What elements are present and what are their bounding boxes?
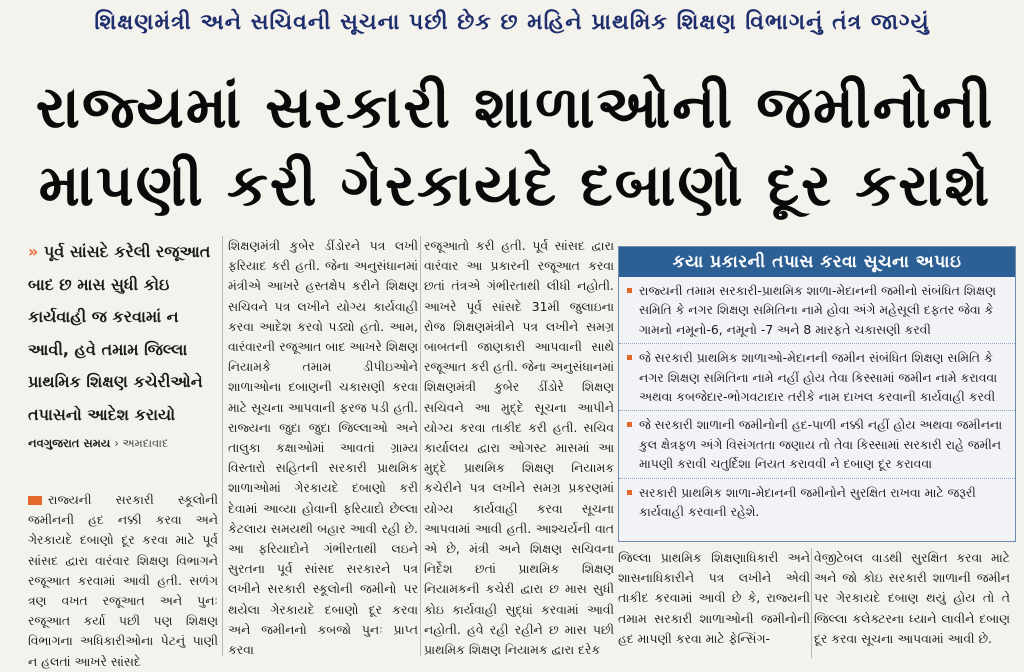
dateline (28, 433, 218, 453)
dateline-source: નવગુજરાત સમય (28, 436, 111, 450)
dateline-place: › અમદાવાદ (114, 436, 169, 450)
info-box-title: કયા પ્રકારની તપાસ કરવા સૂચના અપાઇ (619, 247, 1015, 277)
kicker-line: શિક્ષણમંત્રી અને સચિવની સૂચના પછી છેક છ મહિને પ્રાથમિક શિક્ષણ વિભાગનું તંત્ર જાગ્યું (94, 10, 930, 35)
info-box-item (619, 277, 1015, 344)
info-box-item-text: જે સરકારી શાળાની જમીનોની હદ-પાળી નક્કી નહીં હોય અથવા જમીનના કુલ ક્ષેત્રફળ અંગે વિસંગતતા જણાય તો તેવા કિસ્સામાં સરકારી રાહે જમીન માપણી કરાવી ચતુર્દિશા નિયત કરાવવી ને દબાણ દૂર કરાવવા (639, 417, 1003, 472)
body-column-5-text: વેજીટેબલ વાડથી સુરક્ષિત કરવા માટે અને જો કોઇ સરકારી શાળાની જમીન પર ગેરકાયદે દબાણ થયું હોય તો તે જિલ્લા કલેક્ટરના ધ્યાને લાવીને દબાણ દૂર કરવા સૂચના આપવામાં આવી છે. (814, 550, 1010, 646)
body-column-2 (228, 236, 418, 660)
body-column-4-text: જિલ્લા પ્રાથમિક શિક્ષણાધિકારી અને શાસનાધિકારીને પત્ર લખીને એવી તાકીદ કરવામાં આવી છે કે, રાજ્યની તમામ સરકારી શાળાઓની જમીનોની હદ માપણી કરવા માટે ફેન્સિંગ- (618, 550, 810, 646)
info-box (618, 246, 1016, 542)
intro-marker-icon: » (28, 242, 39, 261)
info-box-item (619, 344, 1015, 411)
body-column-2-text: શિક્ષણમંત્રી કુબેર ડીંડોરને પત્ર લખી ફરિયાદ કરી હતી. જેના અનુસંધાનમાં મંત્રીએ આખરે હસ્તક્ષેપ કરીને શિક્ષણ સચિવને પત્ર લખીને યોગ્ય કાર્યવાહી કરવા આદેશ કરવો પડ્યો હતો. આમ, વારંવારની રજૂઆત બાદ આખરે શિક્ષણ નિયામકે તમામ ડીપીઇઓને શાળાઓના દબાણની ચકાસણી કરવા માટે સૂચના આપવાની ફરજ પડી હતી. રાજ્યના જુદા જુદા જિલ્લાઓ અને તાલુકા કક્ષાઓમાં આવતાં ગ્રામ્ય વિસ્તારો સહિતની સરકારી પ્રાથમિક શાળાઓમાં ગેરકાયદે દબાણો કરી દેવામાં આવ્યા હોવાની ફરિયાદો છેલ્લા કેટલાય સમયથી બહાર આવી રહી છે. આ ફરિયાદોને ગંભીરતાથી લઇને સુરતના પૂર્વ સાંસદ સરકારને પત્ર લખીને સરકારી સ્કૂલોની જમીનો પર થયેલા ગેરકાયદે દબાણો દૂર કરવા અને જમીનનો કબજો પુનઃ પ્રાપ્ત કરવા (228, 238, 418, 658)
square-bullet-icon (627, 422, 632, 427)
info-box-item (619, 479, 1015, 526)
intro-summary (28, 236, 218, 431)
headline-line-2: માપણી કરી ગેરકાયદે દબાણો દૂર કરાશે (38, 151, 992, 219)
body-column-1 (28, 490, 218, 672)
headline (20, 68, 1010, 224)
info-box-item-text: જે સરકારી પ્રાથમિક શાળાઓ-મેદાનની જમીન સંબંધિત શિક્ષણ સમિતિ કે નગર શિક્ષણ સમિતિના નામે નહીં હોય તેવા કિસ્સામાં જમીન નામે કરાવવા અથવા કબજેદાર-ભોગવટાદાર તરીકે નામ દાખલ કરવાની કાર્યવાહી કરવી (639, 350, 998, 405)
paragraph-start-marker (28, 496, 42, 505)
column-divider (222, 236, 223, 656)
square-bullet-icon (627, 288, 632, 293)
body-column-1-text: રાજ્યની સરકારી સ્કૂલોની જમીનની હદ નક્કી કરવા અને ગેરકાયદે દબાણો દૂર કરવા માટે પૂર્વ સાંસદ દ્વારા વારંવાર શિક્ષણ વિભાગને રજૂઆત કરવામાં આવી હતી. સળંગ ત્રણ વખત રજૂઆત અને પુનઃ રજૂઆત કર્યા પછી પણ શિક્ષણ વિભાગના અધિકારીઓના પેટનું પાણી ન હલતાં આખરે સાંસદે (28, 492, 218, 669)
headline-line-1: રાજ્યમાં સરકારી શાળાઓની જમીનોની (35, 73, 995, 141)
info-box-item-text: સરકારી પ્રાથમિક શાળા-મેદાનની જમીનોને સુરક્ષિત રાખવા માટે જરૂરી કાર્યવાહી કરવાની રહેશે. (639, 484, 976, 520)
column-divider (811, 548, 812, 658)
info-box-item (619, 411, 1015, 478)
info-box-item-text: રાજ્યની તમામ સરકારી-પ્રાથમિક શાળા-મેદાનની જમીનો સંબંધિત શિક્ષણ સમિતિ કે નગર શિક્ષણ સમિતિના નામે હોવા અંગે મહેસૂલી દફતર જેવા કે ગામનો નમૂનો-6, નમૂનો -7 અને 8 મારફતે ચકાસણી કરવી (639, 283, 996, 337)
body-column-5 (814, 548, 1010, 649)
square-bullet-icon (627, 355, 632, 360)
square-bullet-icon (627, 490, 632, 495)
intro-column (28, 236, 218, 453)
body-column-4 (618, 548, 810, 649)
body-column-3 (424, 236, 614, 660)
column-divider (420, 236, 421, 656)
intro-text: પૂર્વ સાંસદે કરેલી રજૂઆત બાદ છ માસ સુધી કોઇ કાર્યવાહી જ કરવામાં ન આવી, હવે તમામ જિલ્લા પ્રાથમિક શિક્ષણ કચેરીઓને તપાસનો આદેશ કરાયો (28, 242, 211, 424)
body-column-3-text: રજૂઆતો કરી હતી. પૂર્વ સાંસદ દ્વારા વારંવાર આ પ્રકારની રજૂઆત કરવા છતાં તંત્રએ ગંભીરતાથી લીધી નહોતી. આખરે પૂર્વ સાંસદે 31મી જુલાઇના રોજ શિક્ષણમંત્રીને પત્ર લખીને સમગ્ર બાબતની જાણકારી આપવાની સાથે રજૂઆત કરી હતી. જેના અનુસંધાનમાં શિક્ષણમંત્રી કુબેર ડીંડોરે શિક્ષણ સચિવને આ મુદ્દે સૂચના આપીને યોગ્ય કરવા તાકીદ કરી હતી. સચિવ કાર્યાલય દ્વારા ઓગસ્ટ માસમાં આ મુદ્દે પ્રાથમિક શિક્ષણ નિયામક કચેરીને પત્ર લખીને સમગ્ર પ્રકરણમાં યોગ્ય કાર્યવાહી કરવા સૂચના આપવામાં આવી હતી. આશ્ચર્યની વાત એ છે, મંત્રી અને શિક્ષણ સચિવના નિર્દેશ છતાં પ્રાથમિક શિક્ષણ નિયામકની કચેરી દ્વારા છ માસ સુધી કોઇ કાર્યવાહી સુદ્ધાં કરવામાં આવી નહોતી. હવે રહી રહીને છ માસ પછી પ્રાથમિક શિક્ષણ નિયામક દ્વારા દરેક (424, 238, 614, 658)
